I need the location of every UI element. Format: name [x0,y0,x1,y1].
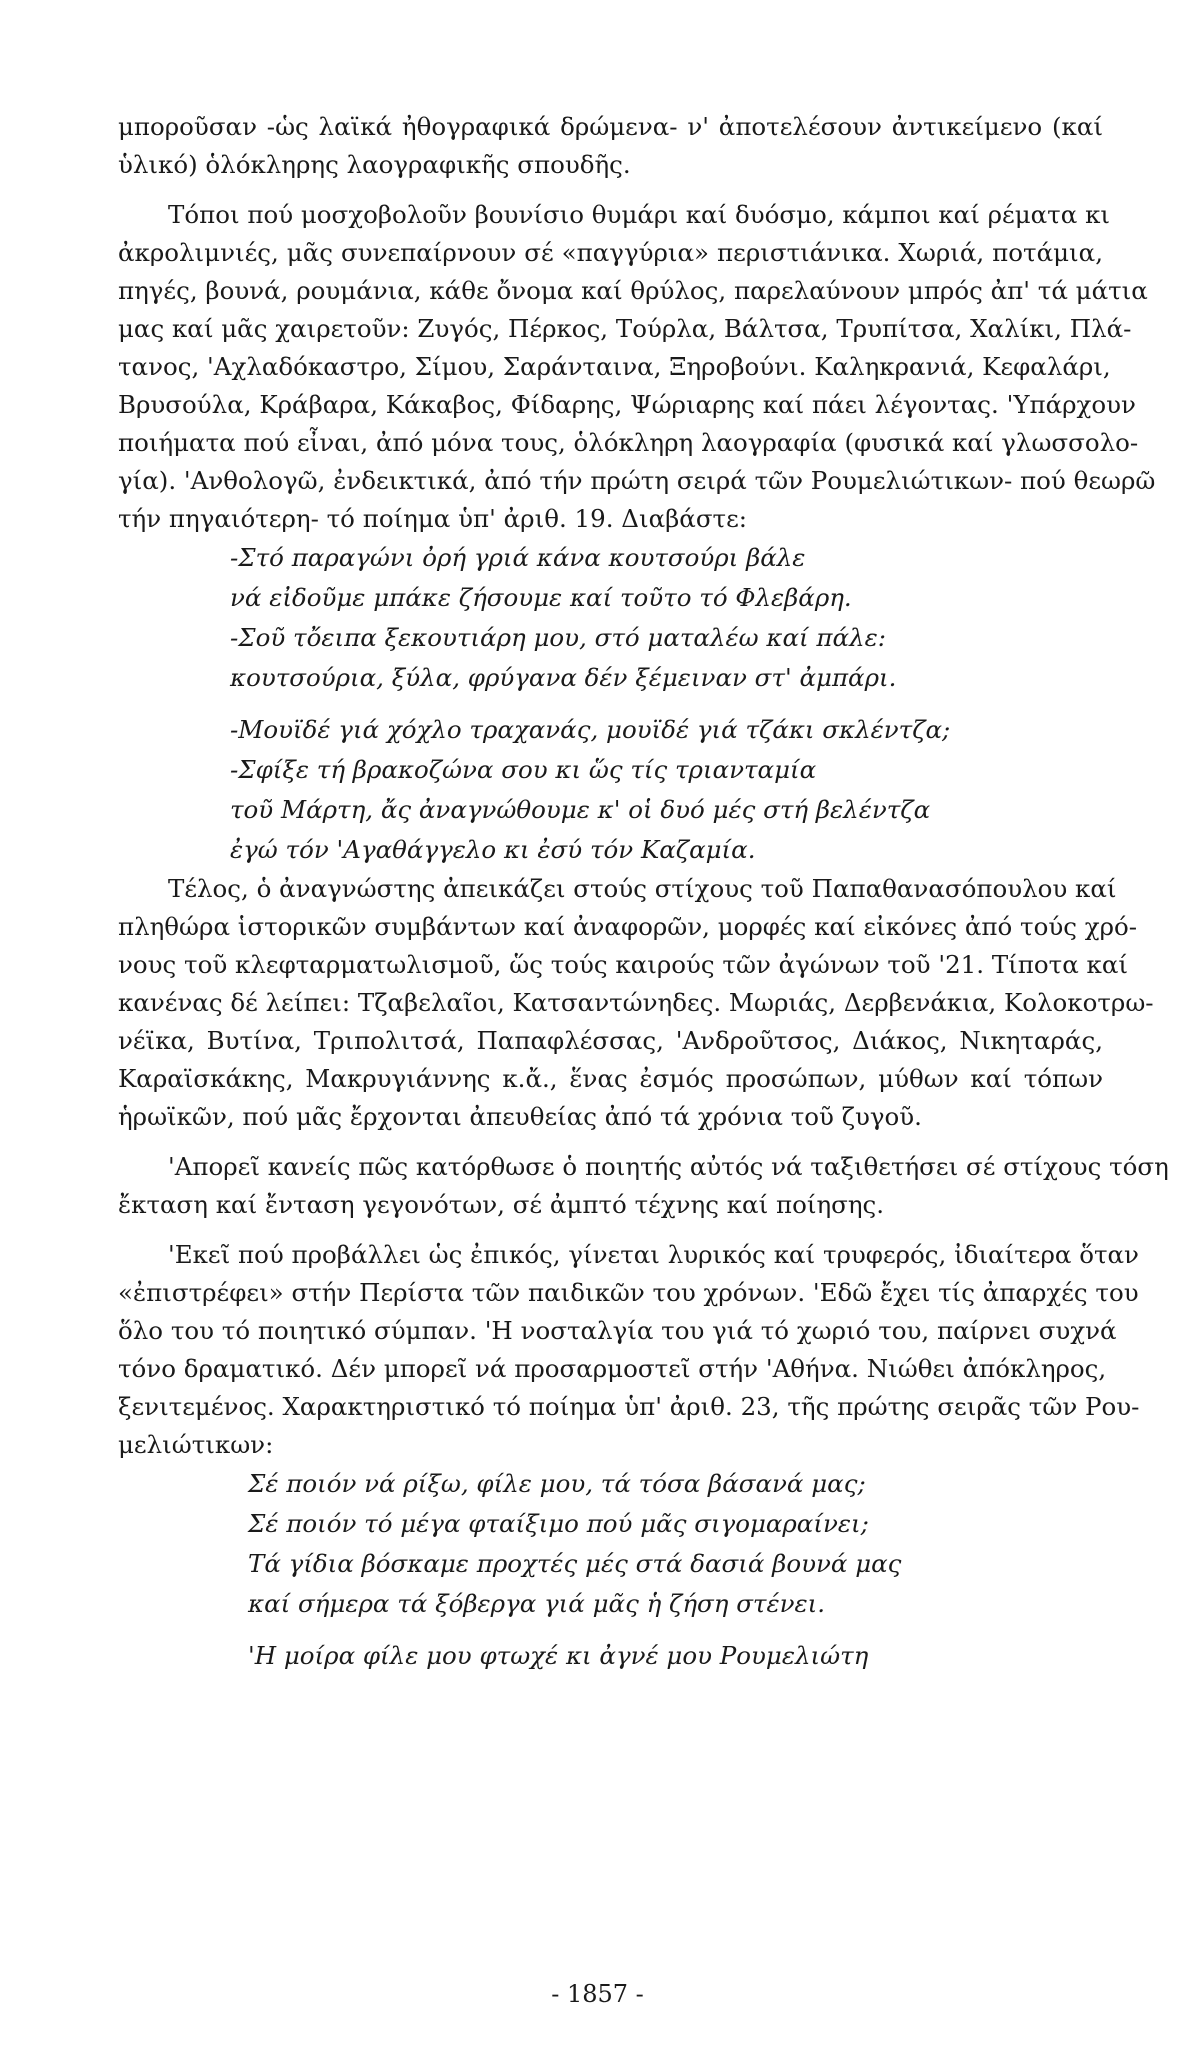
verse-line: τοῦ Μάρτη, ἄς ἀναγνώθουμε κ' οἱ δυό μές στή βελέντζα [230,795,931,824]
text-line: πληθώρα ἱστορικῶν συμβάντων καί ἀναφορῶν, μορφές καί εἰκόνες ἀπό τούς χρό- [118,912,1138,941]
verse-line: νά εἰδοῦμε μπάκε ζήσουμε καί τοῦτο τό Φλεβάρη. [230,583,852,612]
text-line: ἔκταση καί ἔνταση γεγονότων, σέ ἀμπτό τέχνης καί ποίησης. [118,1190,885,1219]
text-line: Καραϊσκάκης, Μακρυγιάννης κ.ἄ., ἕνας ἐσμός προσώπων, μύθων καί τόπων [118,1064,1103,1093]
verse-line: κουτσούρια, ξύλα, φρύγανα δέν ξέμειναν στ' ἀμπάρι. [230,663,897,692]
text-line: πηγές, βουνά, ρουμάνια, κάθε ὄνομα καί θρύλος, παρελαύνουν μπρός ἀπ' τά μάτια [118,276,1148,305]
text-line: νους τοῦ κλεφταρματωλισμοῦ, ὥς τούς καιρούς τῶν ἀγώνων τοῦ '21. Τίποτα καί [118,950,1128,979]
text-line: μας καί μᾶς χαιρετοῦν: Ζυγός, Πέρκος, Τούρλα, Βάλτσα, Τρυπίτσα, Χαλίκι, Πλά- [118,314,1132,343]
page-number: - 1857 - [551,1980,644,2008]
poem-23 [118,1464,1103,1676]
text-line: ξενιτεμένος. Χαρακτηριστικό τό ποίημα ὑπ' ἀριθ. 23, τῆς πρώτης σειρᾶς τῶν Ρου- [118,1392,1140,1421]
poem-19 [118,538,1103,870]
verse-line: Σέ ποιόν τό μέγα φταίξιμο πού μᾶς σιγομαραίνει; [248,1509,869,1538]
text-line: νέϊκα, Βυτίνα, Τριπολιτσά, Παπαφλέσσας, 'Ανδροῦτσος, Διάκος, Νικηταράς, [118,1026,1103,1055]
text-line: ποιήματα πού εἶναι, ἀπό μόνα τους, ὁλόκληρη λαογραφία (φυσικά καί γλωσσολο- [118,428,1139,457]
text-line: ἡρωϊκῶν, πού μᾶς ἔρχονται ἀπευθείας ἀπό τά χρόνια τοῦ ζυγοῦ. [118,1102,922,1131]
text-line: Τέλος, ὁ ἀναγνώστης ἀπεικάζει στούς στίχους τοῦ Παπαθανασόπουλου καί [168,874,1117,903]
text-line: μελιώτικων: [118,1430,274,1459]
paragraph-2 [118,196,1156,538]
page-body [118,108,1169,1676]
text-line: «ἐπιστρέφει» στήν Περίστα τῶν παιδικῶν του χρόνων. 'Εδῶ ἔχει τίς ἀπαρχές του [118,1278,1139,1307]
text-line: τήν πηγαιότερη- τό ποίημα ὑπ' ἀριθ. 19. Διαβάστε: [118,504,748,533]
text-line: 'Εκεῖ πού προβάλλει ὡς ἐπικός, γίνεται λυρικός καί τρυφερός, ἰδιαίτερα ὅταν [168,1240,1139,1269]
verse-line: Τά γίδια βόσκαμε προχτές μές στά δασιά βουνά μας [248,1549,902,1578]
verse-line: -Σφίξε τή βρακοζώνα σου κι ὥς τίς τριανταμία [230,755,817,784]
paragraph-5 [118,1236,1140,1464]
text-line: ὑλικό) ὁλόκληρης λαογραφικῆς σπουδῆς. [118,150,631,179]
text-line: γία). 'Ανθολογῶ, ἐνδεικτικά, ἀπό τήν πρώτη σειρά τῶν Ρουμελιώτικων- πού θεωρῶ [118,466,1156,495]
verse-line: -Μουϊδέ γιά χόχλο τραχανάς, μουϊδέ γιά τζάκι σκλέντζα; [230,715,951,744]
verse-line: ἐγώ τόν 'Αγαθάγγελο κι ἐσύ τόν Καζαμία. [230,835,756,864]
text-line: μποροῦσαν -ὡς λαϊκά ἠθογραφικά δρώμενα- ν' ἀποτελέσουν ἀντικείμενο (καί [118,112,1103,141]
text-line: 'Απορεῖ κανείς πῶς κατόρθωσε ὁ ποιητής αὐτός νά ταξιθετήσει σέ στίχους τόση [168,1152,1169,1181]
text-line: κανένας δέ λείπει: Τζαβελαῖοι, Κατσαντώνηδες. Μωριάς, Δερβενάκια, Κολοκοτρω- [118,988,1154,1017]
paragraph-3 [118,870,1154,1136]
verse-line: -Στό παραγώνι ὀρή γριά κάνα κουτσούρι βάλε [230,543,806,572]
text-line: ἀκρολιμνιές, μᾶς συνεπαίρνουν σέ «παγγύρια» περιστιάνικα. Χωριά, ποτάμια, [118,238,1103,267]
verse-line: Σέ ποιόν νά ρίξω, φίλε μου, τά τόσα βάσανά μας; [248,1469,866,1498]
text-line: ὅλο του τό ποιητικό σύμπαν. 'Η νοσταλγία του γιά τό χωριό του, παίρνει συχνά [118,1316,1117,1345]
verse-line: -Σοῦ τὄειπα ξεκουτιάρη μου, στό ματαλέω καί πάλε: [230,623,886,652]
text-line: τόνο δραματικό. Δέν μπορεῖ νά προσαρμοστεῖ στήν 'Αθήνα. Νιώθει ἀπόκληρος, [118,1354,1107,1383]
verse-line: καί σήμερα τά ξόβεργα γιά μᾶς ἡ ζήση στένει. [248,1589,826,1618]
text-line: Βρυσούλα, Κράβαρα, Κάκαβος, Φίδαρης, Ψώριαρης καί πάει λέγοντας. 'Υπάρχουν [118,390,1136,419]
paragraph-1 [118,108,1103,184]
text-line: Τόποι πού μοσχοβολοῦν βουνίσιο θυμάρι καί δυόσμο, κάμποι καί ρέματα κι [168,200,1110,229]
paragraph-4 [118,1148,1169,1224]
verse-line: 'Η μοίρα φίλε μου φτωχέ κι ἀγνέ μου Ρουμελιώτη [248,1641,869,1670]
text-line: τανος, 'Αχλαδόκαστρο, Σίμου, Σαράνταινα, Ξηροβούνι. Καληκρανιά, Κεφαλάρι, [118,352,1111,381]
